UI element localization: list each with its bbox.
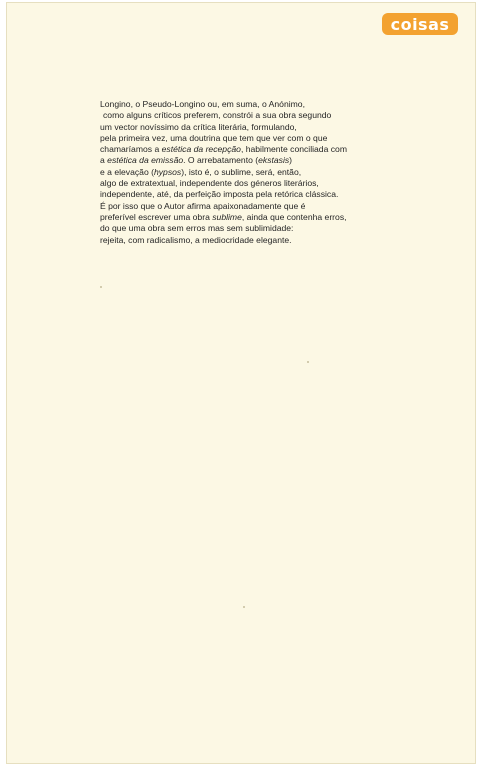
text-line: É por isso que o Autor afirma apaixonadamente que é [100,200,306,211]
text-line: chamaríamos a estética da recepção, habilmente conciliada com [100,144,347,155]
text-line: preferível escrever uma obra sublime, ainda que contenha erros, [100,211,347,222]
text-line: Longino, o Pseudo-Longino ou, em suma, o Anónimo, [100,99,305,109]
blurb-paragraph [100,99,380,246]
speck [100,286,102,288]
text-line: algo de extratextual, independente dos géneros literários, [100,178,319,189]
text-line: do que uma obra sem erros mas sem sublimidade: [100,223,294,234]
coisas-logo-badge [382,13,458,35]
italic-term: estética da recepção [161,144,241,155]
speck [243,606,245,608]
book-back-cover [6,2,476,764]
text-line: e a elevação (hypsos), isto é, o sublime, será, então, [100,166,302,177]
text-line: pela primeira vez, uma doutrina que tem que ver com o que [100,132,328,143]
italic-term: ekstasis [258,155,290,166]
italic-term: sublime [212,211,242,222]
text-line: a estética da emissão. O arrebatamento (ekstasis) [100,155,293,166]
speck [307,361,309,363]
text-line: rejeita, com radicalismo, a mediocridade elegante. [100,234,292,245]
italic-term: hypsos [153,166,182,177]
logo-text: coisas [390,14,450,34]
text-line: como alguns críticos preferem, constrói a sua obra segundo [103,110,332,121]
text-line: um vector novíssimo da crítica literária, formulando, [100,121,297,132]
text-line: independente, até, da perfeição imposta pela retórica clássica. [100,189,339,200]
italic-term: estética da emissão [107,155,184,166]
